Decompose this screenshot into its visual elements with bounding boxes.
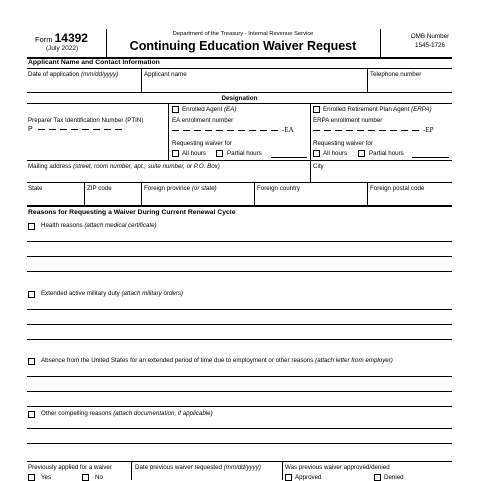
military-duty-label: Extended active military duty — [41, 290, 120, 297]
erpa-all-hours-checkbox[interactable] — [313, 150, 320, 157]
ea-suffix: -EA — [282, 126, 294, 134]
omb-label: OMB Number — [410, 33, 450, 40]
designation-divider-a — [168, 103, 169, 160]
erpa-checkbox[interactable] — [313, 106, 320, 113]
absence-label: Absence from the United States for an extended period of time due to employment or other reasons — [41, 357, 314, 364]
previously-applied-yes-label: Yes — [41, 474, 52, 481]
foreign-province-field[interactable] — [144, 185, 217, 192]
foreign-postal-label: Foreign postal code — [370, 185, 425, 192]
mailing-address-hint: (street, room number, apt., suite number, or P.O. Box) — [73, 163, 220, 170]
previous-date-hint: (mm/dd/yyyy) — [223, 464, 261, 471]
erpa-partial-hours-input[interactable] — [412, 157, 449, 158]
reasons-top-rule — [27, 205, 452, 207]
applicant-section-title: Applicant Name and Contact Information — [28, 59, 160, 66]
health-reasons-checkbox[interactable] — [28, 223, 35, 230]
mailing-address-label: Mailing address — [28, 163, 72, 170]
other-line[interactable] — [27, 428, 452, 429]
ea-partial-hours-checkbox[interactable] — [216, 150, 223, 157]
health-line[interactable] — [27, 256, 452, 257]
date-of-application-hint: (mm/dd/yyyy) — [81, 71, 119, 78]
approved-label: Approved — [295, 474, 322, 481]
enrolled-agent-option — [182, 106, 236, 113]
applicant-title-rule — [27, 68, 452, 69]
zip-field[interactable] — [87, 185, 112, 192]
health-line[interactable] — [27, 241, 452, 242]
military-line[interactable] — [27, 309, 452, 310]
erpa-suffix: -EP — [423, 126, 434, 134]
other-reasons-option — [41, 410, 213, 417]
form-date: (July 2022) — [46, 45, 79, 52]
erpa-partial-hours-label: Partial hours — [369, 150, 404, 157]
other-reasons-hint: (attach documentation, if applicable) — [113, 410, 213, 417]
telephone-label: Telephone number — [370, 71, 422, 78]
reasons-section-title: Reasons for Requesting a Waiver During Current Renewal Cycle — [28, 209, 236, 216]
absence-option — [41, 357, 393, 364]
military-duty-checkbox[interactable] — [28, 291, 35, 298]
ea-all-hours-label: All hours — [182, 150, 207, 157]
previous-divider-a — [131, 461, 132, 480]
ptin-prefix: P — [28, 126, 33, 133]
erpa-number-label: ERPA enrollment number — [313, 117, 383, 124]
ea-number-field[interactable] — [172, 126, 294, 134]
ptin-label: Preparer Tax Identification Number (PTIN) — [28, 117, 144, 124]
form-id — [35, 31, 88, 45]
applicant-name-field[interactable] — [144, 71, 187, 78]
enrolled-agent-checkbox[interactable] — [172, 106, 179, 113]
erpa-partial-hours-checkbox[interactable] — [358, 150, 365, 157]
absence-hint: (attach letter from employer) — [315, 357, 393, 364]
erpa-requesting-label: Requesting waiver for — [313, 140, 373, 147]
erpa-label: Enrolled Retirement Plan Agent — [323, 106, 410, 113]
designation-top-rule — [27, 92, 452, 93]
date-of-application-field[interactable] — [28, 71, 118, 78]
ea-partial-hours-label: Partial hours — [227, 150, 262, 157]
ea-all-hours-checkbox[interactable] — [172, 150, 179, 157]
absence-checkbox[interactable] — [28, 358, 35, 365]
erpa-abbr: (ERPA) — [411, 106, 432, 113]
previous-date-field[interactable] — [135, 464, 261, 471]
designation-divider-b — [310, 103, 311, 160]
state-field[interactable] — [28, 185, 42, 192]
previous-divider-b — [282, 461, 283, 480]
state-divider-b — [141, 182, 142, 205]
ea-number-label: EA enrollment number — [172, 117, 234, 124]
row1-divider-b — [367, 68, 368, 92]
erpa-option — [323, 106, 432, 113]
state-label: State — [28, 185, 43, 192]
erpa-all-hours-label: All hours — [323, 150, 348, 157]
military-line[interactable] — [27, 324, 452, 325]
erpa-number-field[interactable] — [313, 126, 434, 134]
foreign-province-hint: (or state) — [191, 185, 217, 192]
ea-partial-hours-input[interactable] — [271, 157, 307, 158]
other-reasons-label: Other compelling reasons — [41, 410, 112, 417]
address-divider — [310, 160, 311, 182]
designation-title: Designation — [221, 95, 258, 102]
previously-applied-label: Previously applied for a waiver — [28, 464, 112, 471]
health-reasons-option — [41, 222, 157, 229]
previous-status-label: Was previous waiver approved/denied — [285, 464, 390, 471]
applicant-name-label: Applicant name — [144, 71, 187, 78]
health-reasons-hint: (attach medical certificate) — [84, 222, 157, 229]
enrolled-agent-abbr: (EA) — [223, 106, 237, 113]
previous-date-label: Date previous waiver requested — [135, 464, 223, 471]
row1-divider-a — [141, 68, 142, 92]
other-reasons-checkbox[interactable] — [28, 411, 35, 418]
address-top-rule — [27, 160, 452, 161]
designation-bottom-rule — [27, 103, 452, 104]
previous-top-rule — [27, 461, 452, 462]
foreign-postal-field[interactable] — [370, 185, 424, 192]
omb-number: 1545-1726 — [414, 42, 446, 49]
absence-line[interactable] — [27, 376, 452, 377]
telephone-field[interactable] — [370, 71, 421, 78]
other-line[interactable] — [27, 443, 452, 444]
health-line[interactable] — [27, 271, 452, 272]
form-prefix: Form — [35, 35, 53, 44]
ptin-field[interactable] — [28, 126, 126, 133]
page-title: Continuing Education Waiver Request — [129, 39, 357, 53]
foreign-country-field[interactable] — [257, 185, 300, 192]
city-label: City — [313, 163, 324, 170]
foreign-country-label: Foreign country — [257, 185, 300, 192]
foreign-province-label: Foreign province — [144, 185, 191, 192]
previously-applied-no-label: No — [95, 474, 103, 481]
department-name: Department of the Treasury - Internal Revenue Service — [172, 31, 314, 37]
absence-line[interactable] — [27, 406, 452, 407]
military-duty-hint: (attach military orders) — [121, 290, 184, 297]
absence-line[interactable] — [27, 391, 452, 392]
military-line[interactable] — [27, 339, 452, 340]
military-duty-option — [41, 290, 183, 297]
city-field[interactable] — [313, 163, 324, 170]
state-top-rule — [27, 182, 452, 183]
state-divider-a — [84, 182, 85, 205]
date-of-application-label: Date of application — [28, 71, 80, 78]
mailing-address-field[interactable] — [28, 163, 220, 170]
denied-label: Denied — [384, 474, 404, 481]
ea-requesting-label: Requesting waiver for — [172, 140, 232, 147]
state-divider-d — [367, 182, 368, 205]
state-divider-c — [254, 182, 255, 205]
zip-label: ZIP code — [87, 185, 112, 192]
health-reasons-label: Health reasons — [41, 222, 83, 229]
form-number: 14392 — [54, 31, 88, 45]
enrolled-agent-label: Enrolled Agent — [182, 106, 223, 113]
